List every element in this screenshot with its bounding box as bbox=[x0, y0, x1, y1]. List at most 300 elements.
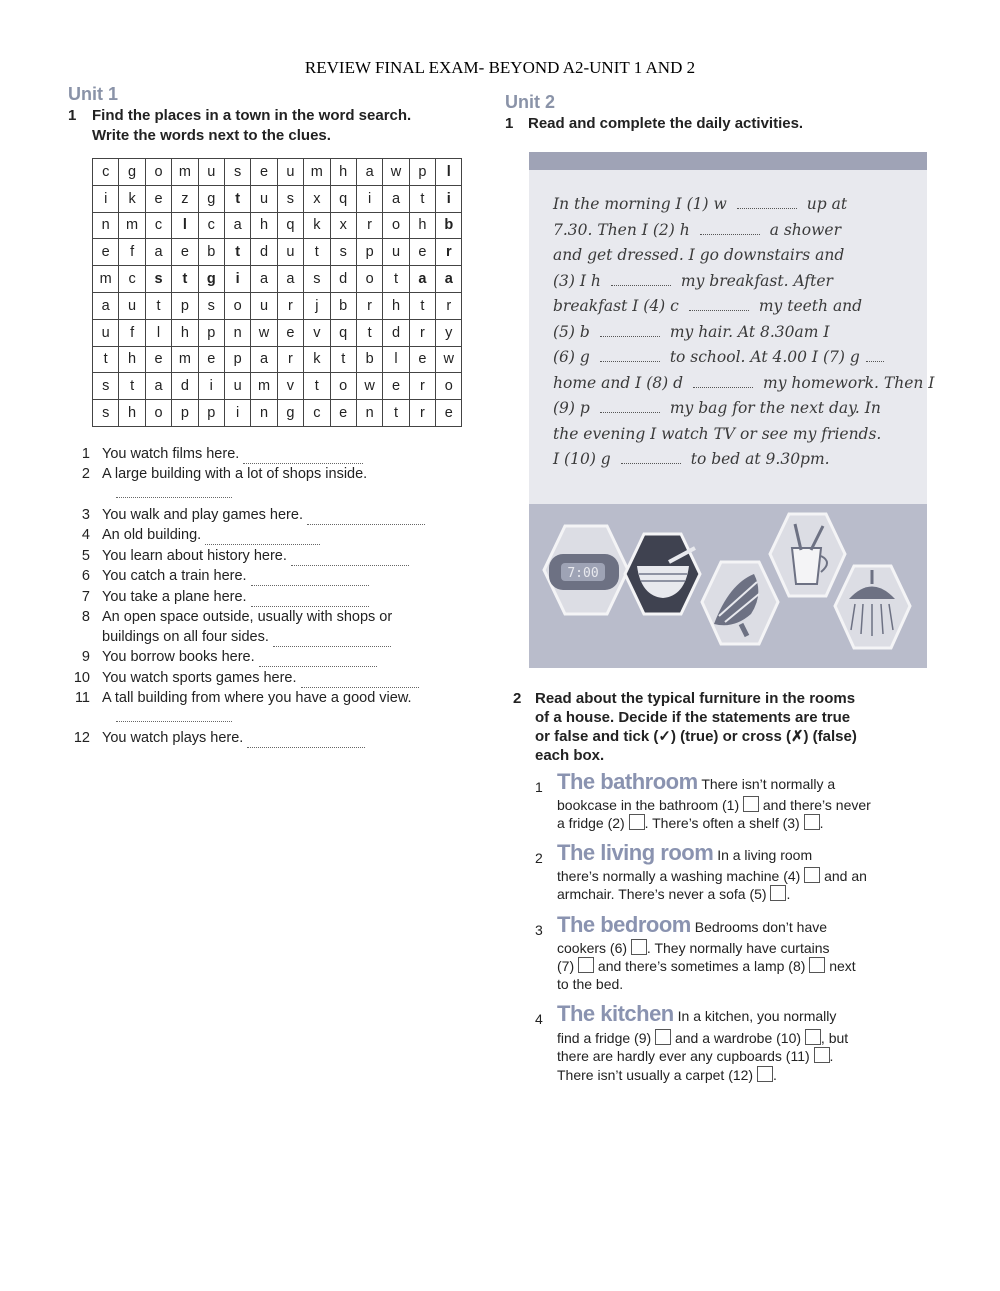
grid-cell[interactable]: h bbox=[119, 346, 145, 373]
handwritten-text-part: my bag for the next day. In bbox=[669, 399, 881, 417]
grid-cell[interactable]: d bbox=[251, 239, 277, 266]
grid-cell[interactable]: a bbox=[356, 159, 382, 186]
grid-cell[interactable]: p bbox=[198, 319, 224, 346]
answer-box-2[interactable] bbox=[629, 814, 645, 830]
handwritten-text-part: my hair. At 8.30am I bbox=[669, 322, 830, 341]
grid-cell[interactable]: s bbox=[330, 239, 356, 266]
room-text: a fridge (2) bbox=[557, 815, 625, 831]
room-text: . bbox=[819, 815, 824, 831]
grid-cell[interactable]: u bbox=[277, 159, 303, 186]
grid-cell[interactable]: k bbox=[304, 346, 330, 373]
clue-text-wrap bbox=[102, 728, 365, 748]
grid-cell[interactable]: t bbox=[172, 266, 198, 293]
grid-cell[interactable]: s bbox=[93, 373, 119, 400]
room-text: In a kitchen, you normally bbox=[677, 1008, 837, 1024]
grid-cell[interactable]: o bbox=[145, 400, 171, 427]
grid-cell[interactable]: u bbox=[93, 319, 119, 346]
clue-number: 6 bbox=[81, 568, 90, 584]
room-text: armchair. There’s never a sofa (5) bbox=[557, 886, 767, 902]
handwritten-line bbox=[553, 447, 913, 473]
grid-cell[interactable]: n bbox=[356, 400, 382, 427]
grid-cell[interactable]: x bbox=[304, 185, 330, 212]
clue-number: 2 bbox=[81, 466, 90, 482]
grid-cell[interactable]: s bbox=[277, 185, 303, 212]
clue-number: 12 bbox=[73, 730, 90, 746]
room-number: 2 bbox=[535, 850, 543, 866]
grid-cell[interactable]: e bbox=[330, 400, 356, 427]
room-text: Bedrooms don’t have bbox=[694, 919, 828, 935]
clue-text-wrap bbox=[102, 464, 367, 484]
grid-row bbox=[93, 185, 462, 212]
grid-cell[interactable]: a bbox=[251, 266, 277, 293]
grid-cell[interactable]: m bbox=[304, 159, 330, 186]
fill-in-blank[interactable] bbox=[693, 375, 753, 388]
fill-in-blank[interactable] bbox=[600, 324, 660, 337]
clue-text: buildings on all four sides. bbox=[102, 629, 269, 645]
grid-cell[interactable]: t bbox=[330, 346, 356, 373]
answer-box-3[interactable] bbox=[804, 814, 820, 830]
grid-cell[interactable]: n bbox=[93, 212, 119, 239]
room-text: There isn’t usually a carpet (12) bbox=[557, 1067, 754, 1083]
unit2-heading: Unit 2 bbox=[505, 92, 556, 112]
grid-cell[interactable]: l bbox=[383, 346, 409, 373]
grid-cell[interactable]: e bbox=[198, 346, 224, 373]
grid-cell[interactable]: a bbox=[277, 266, 303, 293]
fill-in-blank[interactable] bbox=[689, 298, 749, 311]
unit2-ex2-instruction bbox=[535, 689, 857, 765]
handwritten-line bbox=[553, 320, 913, 346]
handwritten-line bbox=[553, 269, 913, 295]
handwritten-text-part: my breakfast. After bbox=[680, 271, 833, 290]
grid-cell[interactable]: o bbox=[383, 212, 409, 239]
clue-number: 8 bbox=[81, 609, 90, 625]
clue-item bbox=[68, 566, 488, 586]
grid-cell[interactable]: m bbox=[172, 346, 198, 373]
handwritten-text-part: to bed at 9.30pm. bbox=[690, 450, 830, 468]
grid-cell[interactable]: e bbox=[145, 185, 171, 212]
grid-cell[interactable]: s bbox=[304, 266, 330, 293]
grid-cell[interactable]: u bbox=[119, 292, 145, 319]
grid-cell[interactable]: h bbox=[330, 159, 356, 186]
grid-cell[interactable]: q bbox=[330, 185, 356, 212]
hairbrush-icon bbox=[702, 562, 778, 644]
handwritten-line bbox=[553, 396, 913, 422]
handwritten-line bbox=[553, 422, 913, 448]
clue-number: 9 bbox=[81, 649, 90, 665]
grid-cell[interactable]: e bbox=[383, 373, 409, 400]
grid-cell[interactable]: c bbox=[145, 212, 171, 239]
illustrations-svg bbox=[529, 504, 927, 668]
room-text: cookers (6) bbox=[557, 940, 628, 956]
answer-line[interactable] bbox=[291, 552, 409, 566]
answer-box-9[interactable] bbox=[655, 1029, 671, 1045]
unit2-ex1-number: 1 bbox=[505, 115, 514, 132]
handwritten-line bbox=[553, 294, 913, 320]
grid-cell[interactable]: g bbox=[277, 400, 303, 427]
answer-line[interactable] bbox=[259, 653, 377, 667]
grid-cell[interactable]: p bbox=[356, 239, 382, 266]
room-title: The living room bbox=[557, 840, 714, 865]
clue-item bbox=[68, 647, 488, 667]
grid-cell[interactable]: f bbox=[119, 319, 145, 346]
grid-cell[interactable]: t bbox=[119, 373, 145, 400]
clue-number: 11 bbox=[74, 690, 90, 706]
grid-cell[interactable]: i bbox=[436, 185, 462, 212]
clue-number: 5 bbox=[81, 548, 90, 564]
clue-text: You watch films here. bbox=[102, 446, 240, 462]
grid-cell[interactable]: c bbox=[198, 212, 224, 239]
grid-cell[interactable]: a bbox=[251, 346, 277, 373]
answer-box-5[interactable] bbox=[770, 885, 786, 901]
grid-cell[interactable]: e bbox=[251, 159, 277, 186]
clue-text-wrap bbox=[102, 566, 369, 586]
handwritten-text-part: and get dressed. I go downstairs and bbox=[553, 246, 845, 264]
clue-item bbox=[68, 546, 488, 566]
room-number: 3 bbox=[535, 922, 543, 938]
room-title: The bathroom bbox=[557, 769, 698, 794]
cereal-bowl-icon bbox=[625, 534, 700, 614]
grid-cell[interactable]: c bbox=[119, 266, 145, 293]
panel-top-bar bbox=[529, 152, 927, 170]
answer-line[interactable] bbox=[307, 511, 425, 525]
room-text: to the bed. bbox=[557, 976, 624, 992]
grid-row bbox=[93, 373, 462, 400]
clue-number: 1 bbox=[81, 446, 90, 462]
grid-cell[interactable]: f bbox=[119, 239, 145, 266]
room-title: The bedroom bbox=[557, 912, 691, 937]
clue-text: You catch a train here. bbox=[102, 568, 247, 584]
clue-text-wrap bbox=[102, 627, 391, 647]
grid-cell[interactable]: t bbox=[383, 400, 409, 427]
grid-cell[interactable]: r bbox=[409, 319, 435, 346]
ex2-instruction-line: Read about the typical furniture in the rooms bbox=[535, 690, 856, 707]
grid-cell[interactable]: l bbox=[172, 212, 198, 239]
grid-cell[interactable]: a bbox=[145, 373, 171, 400]
clue-number: 3 bbox=[81, 507, 90, 523]
clue-text: You take a plane here. bbox=[102, 589, 247, 605]
clue-text-wrap bbox=[102, 587, 369, 607]
clue-text: You borrow books here. bbox=[102, 649, 255, 665]
grid-cell[interactable]: i bbox=[93, 185, 119, 212]
room-text: There isn’t normally a bbox=[701, 776, 836, 792]
grid-cell[interactable]: t bbox=[383, 266, 409, 293]
answer-line[interactable] bbox=[116, 708, 232, 722]
grid-cell[interactable]: p bbox=[198, 400, 224, 427]
grid-cell[interactable]: w bbox=[436, 346, 462, 373]
page-title: REVIEW FINAL EXAM- BEYOND A2-UNIT 1 AND 2 bbox=[304, 58, 696, 77]
room-text: , but bbox=[820, 1030, 849, 1046]
handwritten-text-part: a shower bbox=[769, 220, 841, 239]
room-text: and there’s sometimes a lamp (8) bbox=[597, 958, 806, 974]
grid-cell[interactable]: i bbox=[356, 185, 382, 212]
grid-cell[interactable]: v bbox=[277, 373, 303, 400]
grid-cell[interactable]: a bbox=[383, 185, 409, 212]
fill-in-blank[interactable] bbox=[621, 451, 681, 464]
clue-text-wrap bbox=[102, 444, 363, 464]
grid-cell[interactable]: h bbox=[172, 319, 198, 346]
grid-cell[interactable]: o bbox=[356, 266, 382, 293]
handwritten-text-part: home and I (8) d bbox=[553, 373, 684, 392]
unit1-instruction bbox=[92, 106, 411, 146]
clue-text: You learn about history here. bbox=[102, 548, 287, 564]
clue-item bbox=[68, 607, 488, 627]
grid-cell[interactable]: c bbox=[93, 159, 119, 186]
fill-in-blank[interactable] bbox=[600, 349, 660, 362]
unit1-instruction-line1: Find the places in a town in the word search. bbox=[92, 107, 412, 124]
grid-cell[interactable]: i bbox=[198, 373, 224, 400]
grid-row bbox=[93, 266, 462, 293]
grid-cell[interactable]: i bbox=[224, 266, 250, 293]
grid-cell[interactable]: a bbox=[224, 212, 250, 239]
handwritten-line bbox=[553, 371, 935, 397]
grid-cell[interactable]: t bbox=[224, 185, 250, 212]
grid-cell[interactable]: x bbox=[330, 212, 356, 239]
grid-cell[interactable]: o bbox=[330, 373, 356, 400]
grid-cell[interactable]: k bbox=[119, 185, 145, 212]
clue-text-wrap bbox=[102, 668, 419, 688]
grid-cell[interactable]: l bbox=[145, 319, 171, 346]
answer-box-4[interactable] bbox=[804, 867, 820, 883]
handwritten-line bbox=[553, 345, 913, 371]
grid-cell[interactable]: w bbox=[356, 373, 382, 400]
grid-row bbox=[93, 159, 462, 186]
grid-cell[interactable]: t bbox=[356, 319, 382, 346]
answer-line[interactable] bbox=[205, 531, 320, 545]
grid-cell[interactable]: h bbox=[409, 212, 435, 239]
grid-cell[interactable]: e bbox=[93, 239, 119, 266]
grid-cell[interactable]: m bbox=[119, 212, 145, 239]
grid-cell[interactable]: d bbox=[330, 266, 356, 293]
grid-cell[interactable]: r bbox=[436, 239, 462, 266]
grid-cell[interactable]: r bbox=[356, 212, 382, 239]
unit2-ex2-number: 2 bbox=[513, 690, 522, 707]
clue-text: You walk and play games here. bbox=[102, 507, 303, 523]
grid-cell[interactable]: s bbox=[224, 159, 250, 186]
grid-cell[interactable]: u bbox=[251, 292, 277, 319]
grid-cell[interactable]: u bbox=[198, 159, 224, 186]
fill-in-blank[interactable] bbox=[737, 196, 797, 209]
grid-cell[interactable]: t bbox=[409, 292, 435, 319]
grid-cell[interactable]: m bbox=[93, 266, 119, 293]
clue-text: An open space outside, usually with shops or bbox=[102, 609, 393, 625]
grid-cell[interactable]: b bbox=[436, 212, 462, 239]
grid-cell[interactable]: b bbox=[356, 346, 382, 373]
grid-cell[interactable]: r bbox=[356, 292, 382, 319]
room-text: . bbox=[772, 1067, 777, 1083]
grid-cell[interactable]: s bbox=[198, 292, 224, 319]
clue-item bbox=[68, 668, 488, 688]
grid-cell[interactable]: p bbox=[409, 159, 435, 186]
grid-cell[interactable]: j bbox=[304, 292, 330, 319]
grid-cell[interactable]: s bbox=[145, 266, 171, 293]
panel-illustrations bbox=[529, 504, 927, 668]
grid-cell[interactable]: t bbox=[304, 239, 330, 266]
room-text: bookcase in the bathroom (1) bbox=[557, 797, 740, 813]
room-text: find a fridge (9) bbox=[557, 1030, 652, 1046]
answer-line[interactable] bbox=[247, 734, 365, 748]
grid-cell[interactable]: l bbox=[436, 159, 462, 186]
grid-cell[interactable]: b bbox=[330, 292, 356, 319]
grid-cell[interactable]: o bbox=[224, 292, 250, 319]
clue-text-wrap bbox=[102, 647, 377, 667]
clue-text: You watch plays here. bbox=[102, 730, 244, 746]
room-number: 4 bbox=[535, 1011, 543, 1027]
grid-cell[interactable]: r bbox=[409, 373, 435, 400]
grid-cell[interactable]: m bbox=[251, 373, 277, 400]
room-text: and there’s never bbox=[762, 797, 871, 813]
grid-cell[interactable]: m bbox=[172, 159, 198, 186]
answer-line[interactable] bbox=[243, 450, 363, 464]
fill-in-blank[interactable] bbox=[700, 222, 760, 235]
alarm-clock-icon bbox=[544, 526, 628, 614]
grid-cell[interactable]: g bbox=[119, 159, 145, 186]
grid-row bbox=[93, 346, 462, 373]
answer-line[interactable] bbox=[116, 484, 232, 498]
answer-line[interactable] bbox=[301, 674, 419, 688]
handwritten-text-part: the evening I watch TV or see my friends. bbox=[553, 424, 882, 443]
handwritten-text-part: up at bbox=[806, 195, 848, 213]
grid-cell[interactable]: t bbox=[145, 292, 171, 319]
unit1-instruction-line2: Write the words next to the clues. bbox=[92, 127, 331, 144]
grid-cell[interactable]: w bbox=[383, 159, 409, 186]
clue-item bbox=[68, 688, 488, 708]
grid-cell[interactable]: e bbox=[436, 400, 462, 427]
room-text: In a living room bbox=[717, 847, 813, 863]
answer-box-8[interactable] bbox=[809, 957, 825, 973]
grid-cell[interactable]: a bbox=[436, 266, 462, 293]
unit1-heading: Unit 1 bbox=[68, 84, 119, 104]
grid-cell[interactable]: i bbox=[224, 400, 250, 427]
clue-number: 10 bbox=[73, 670, 90, 686]
clue-text-wrap bbox=[102, 525, 320, 545]
answer-box-7[interactable] bbox=[578, 957, 594, 973]
grid-cell[interactable]: p bbox=[172, 292, 198, 319]
grid-cell[interactable]: p bbox=[172, 400, 198, 427]
answer-line[interactable] bbox=[251, 593, 369, 607]
handwritten-text-part: breakfast I (4) c bbox=[553, 297, 679, 315]
room-number: 1 bbox=[535, 779, 543, 795]
room-text: there’s normally a washing machine (4) bbox=[557, 868, 801, 884]
grid-cell[interactable]: t bbox=[304, 373, 330, 400]
grid-cell[interactable]: z bbox=[172, 185, 198, 212]
handwritten-line bbox=[553, 218, 913, 244]
room-text: next bbox=[829, 958, 856, 974]
grid-cell[interactable]: b bbox=[198, 239, 224, 266]
handwritten-text-part: 7.30. Then I (2) h bbox=[553, 220, 690, 239]
grid-cell[interactable]: h bbox=[119, 400, 145, 427]
clue-item bbox=[68, 728, 488, 748]
grid-cell[interactable]: w bbox=[251, 319, 277, 346]
ex2-instruction-line: or false and tick (✓) (true) or cross (✗) (false) bbox=[535, 728, 857, 745]
grid-cell[interactable]: t bbox=[224, 239, 250, 266]
grid-cell[interactable]: a bbox=[145, 239, 171, 266]
clue-item bbox=[68, 587, 488, 607]
clock-display: 7:00 bbox=[567, 566, 599, 581]
grid-cell[interactable]: o bbox=[145, 159, 171, 186]
answer-box-10[interactable] bbox=[805, 1029, 821, 1045]
grid-cell[interactable]: t bbox=[93, 346, 119, 373]
grid-cell[interactable]: c bbox=[304, 400, 330, 427]
unit1-exercise-number: 1 bbox=[68, 107, 77, 124]
grid-cell[interactable]: t bbox=[409, 185, 435, 212]
answer-line[interactable] bbox=[251, 572, 369, 586]
grid-cell[interactable]: u bbox=[224, 373, 250, 400]
grid-cell[interactable]: s bbox=[93, 400, 119, 427]
room-text: . They normally have curtains bbox=[646, 940, 830, 956]
grid-cell[interactable]: g bbox=[198, 185, 224, 212]
grid-row bbox=[93, 239, 462, 266]
grid-cell[interactable]: y bbox=[436, 319, 462, 346]
grid-cell[interactable]: v bbox=[304, 319, 330, 346]
grid-cell[interactable]: n bbox=[224, 319, 250, 346]
grid-cell[interactable]: r bbox=[277, 346, 303, 373]
grid-cell[interactable]: q bbox=[330, 319, 356, 346]
grid-cell[interactable]: d bbox=[172, 373, 198, 400]
grid-cell[interactable]: e bbox=[277, 319, 303, 346]
handwritten-text-part: (3) I h bbox=[553, 271, 601, 290]
answer-box-12[interactable] bbox=[757, 1066, 773, 1082]
answer-box-1[interactable] bbox=[743, 796, 759, 812]
grid-cell[interactable]: u bbox=[383, 239, 409, 266]
grid-cell[interactable]: e bbox=[409, 346, 435, 373]
handwritten-text bbox=[553, 192, 935, 473]
grid-cell[interactable]: o bbox=[436, 373, 462, 400]
clue-item bbox=[68, 444, 488, 464]
fill-in-blank[interactable] bbox=[866, 349, 884, 362]
fill-in-blank[interactable] bbox=[611, 273, 671, 286]
grid-cell[interactable]: q bbox=[277, 212, 303, 239]
handwritten-text-part: my teeth and bbox=[758, 297, 863, 315]
clue-item bbox=[68, 627, 488, 647]
grid-cell[interactable]: u bbox=[251, 185, 277, 212]
handwritten-text-part: In the morning I (1) w bbox=[553, 195, 727, 213]
grid-cell[interactable]: r bbox=[277, 292, 303, 319]
grid-row bbox=[93, 319, 462, 346]
grid-cell[interactable]: a bbox=[93, 292, 119, 319]
answer-line[interactable] bbox=[273, 633, 391, 647]
grid-cell[interactable]: d bbox=[383, 319, 409, 346]
grid-cell[interactable]: h bbox=[383, 292, 409, 319]
grid-cell[interactable]: n bbox=[251, 400, 277, 427]
grid-cell[interactable]: e bbox=[172, 239, 198, 266]
grid-cell[interactable]: e bbox=[145, 346, 171, 373]
grid-cell[interactable]: h bbox=[251, 212, 277, 239]
grid-cell[interactable]: g bbox=[198, 266, 224, 293]
grid-cell[interactable]: u bbox=[277, 239, 303, 266]
shower-icon bbox=[835, 566, 910, 648]
unit2-ex1-instruction: Read and complete the daily activities. bbox=[528, 115, 804, 132]
clue-text: A large building with a lot of shops inside. bbox=[102, 466, 368, 482]
fill-in-blank[interactable] bbox=[600, 400, 660, 413]
grid-cell[interactable]: e bbox=[409, 239, 435, 266]
grid-cell[interactable]: r bbox=[409, 400, 435, 427]
grid-cell[interactable]: k bbox=[304, 212, 330, 239]
clue-item bbox=[68, 505, 488, 525]
answer-box-6[interactable] bbox=[631, 939, 647, 955]
room-text: and a wardrobe (10) bbox=[674, 1030, 802, 1046]
grid-cell[interactable]: r bbox=[436, 292, 462, 319]
grid-cell[interactable]: p bbox=[224, 346, 250, 373]
room-text: . There’s often a shelf (3) bbox=[644, 815, 800, 831]
ex2-instruction-line: each box. bbox=[535, 747, 605, 764]
answer-box-11[interactable] bbox=[814, 1047, 830, 1063]
clue-text: An old building. bbox=[102, 527, 202, 543]
word-search-grid bbox=[92, 158, 462, 427]
clue-text-wrap bbox=[102, 505, 425, 525]
room-text: and an bbox=[824, 868, 867, 884]
handwritten-text-part: to school. At 4.00 I (7) g bbox=[669, 348, 860, 366]
grid-cell[interactable]: a bbox=[409, 266, 435, 293]
